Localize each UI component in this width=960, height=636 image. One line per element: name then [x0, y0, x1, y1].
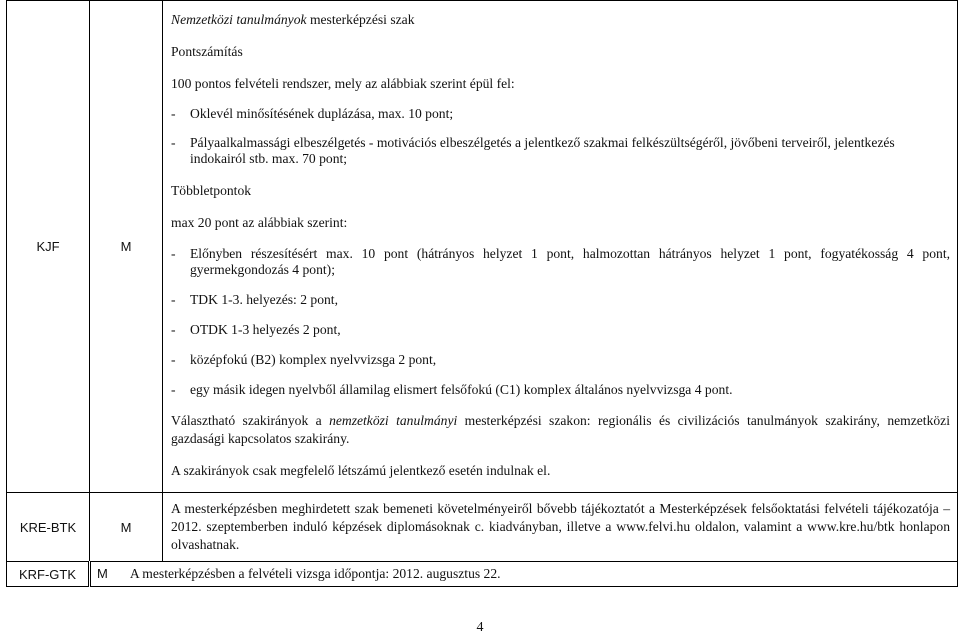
extra-points-intro: max 20 pont az alábbiak szerint: — [171, 215, 348, 230]
list-item-text: OTDK 1-3 helyezés 2 pont, — [190, 322, 341, 337]
admission-table-wrapper — [6, 0, 958, 587]
list-item: - OTDK 1-3 helyezés 2 pont, — [171, 322, 950, 338]
specializations-italic: nemzetközi tanulmányi — [329, 413, 458, 428]
program-title-italic: Nemzetközi tanulmányok — [171, 12, 307, 27]
scoring-intro: 100 pontos felvételi rendszer, mely az alábbiak szerint épül fel: — [171, 76, 515, 91]
list-item-text: Pályaalkalmassági elbeszélgetés - motivációs elbeszélgetés a jelentkező szakmai felkészültségéről, jövőbeni terveiről, jelentkezés indokairól stb. max. 70 pont; — [190, 135, 895, 166]
specializations-paragraph — [171, 412, 950, 448]
level-and-details-cell — [90, 562, 958, 587]
table-row-krf-gtk — [7, 562, 958, 587]
list-item: - TDK 1-3. helyezés: 2 pont, — [171, 292, 950, 308]
institution-code: KRE-BTK — [19, 519, 77, 535]
list-item: - Oklevél minősítésének duplázása, max. 10 pont; — [171, 106, 950, 122]
list-item-text: Oklevél minősítésének duplázása, max. 10 pont; — [190, 106, 454, 121]
list-item-text: TDK 1-3. helyezés: 2 pont, — [190, 292, 338, 307]
details-cell — [163, 1, 958, 493]
specializations-text-a: Választható szakirányok a — [171, 413, 330, 428]
level-label: M — [120, 519, 132, 535]
specializations-note: A szakirányok csak megfelelő létszámú jelentkező esetén indulnak el. — [171, 463, 551, 478]
level-label: M — [120, 239, 132, 254]
list-item-text: Előnyben részesítésért max. 10 pont (hátrányos helyzet 1 pont, halmozottan hátrányos helyzet 1 pont, fogyatékosság 4 pont, gyermekgondozás 4 pont); — [190, 246, 950, 277]
institution-code-cell — [7, 562, 90, 587]
details-cell — [163, 493, 958, 562]
table-row-kjf — [7, 1, 958, 493]
list-item: - középfokú (B2) komplex nyelvvizsga 2 pont, — [171, 352, 950, 368]
list-item-text: egy másik idegen nyelvből államilag elismert felsőfokú (C1) komplex általános nyelvvizsga 4 pont. — [190, 382, 733, 397]
heading-tobbletpontok: Többletpontok — [171, 183, 252, 198]
institution-code-cell — [7, 493, 90, 562]
program-title — [171, 11, 950, 29]
level-cell — [90, 493, 163, 562]
info-paragraph: A mesterképzésben meghirdetett szak bemeneti követelményeiről bővebb tájékoztatót a Mesterképzések felsőoktatási felvételi tájékozatója – 2012. szeptemberben induló képzések diplomásoknak c. kiadványban, illetve a www.felvi.hu oldalon, valamint a www.kre.hu/btk honlapon olvashatnak. — [171, 501, 950, 552]
exam-date-text: A mesterképzésben a felvételi vizsga időpontja: 2012. augusztus 22. — [129, 566, 501, 581]
page-number: 4 — [476, 620, 484, 635]
table-row-kre-btk — [7, 493, 958, 562]
list-item-text: középfokú (B2) komplex nyelvvizsga 2 pont, — [190, 352, 437, 367]
level-cell — [90, 1, 163, 493]
heading-pontszamitas: Pontszámítás — [171, 44, 243, 59]
institution-code: KRF-GTK — [18, 566, 77, 582]
institution-code-cell — [7, 1, 90, 493]
admission-table — [6, 0, 958, 587]
institution-code: KJF — [36, 239, 60, 254]
specializations-text-b: mesterképzési szakon: regionális és civilizációs tanulmányok szakirány, nemzetközi gazdasági kapcsolatos szakirány. — [171, 413, 950, 446]
list-item: - Előnyben részesítésért max. 10 pont (hátrányos helyzet 1 pont, halmozottan hátrányos helyzet 1 pont, fogyatékosság 4 pont, gyermekgondozás 4 pont); — [171, 246, 950, 277]
list-item: - Pályaalkalmassági elbeszélgetés - motivációs elbeszélgetés a jelentkező szakmai felkészültségéről, jövőbeni terveiről, jelentkezés indokairól stb. max. 70 pont; — [171, 135, 950, 167]
program-title-rest: mesterképzési szak — [306, 12, 415, 27]
list-item: - egy másik idegen nyelvből államilag elismert felsőfokú (C1) komplex általános nyelvvizsga 4 pont. — [171, 382, 950, 398]
level-label: M — [97, 566, 108, 581]
